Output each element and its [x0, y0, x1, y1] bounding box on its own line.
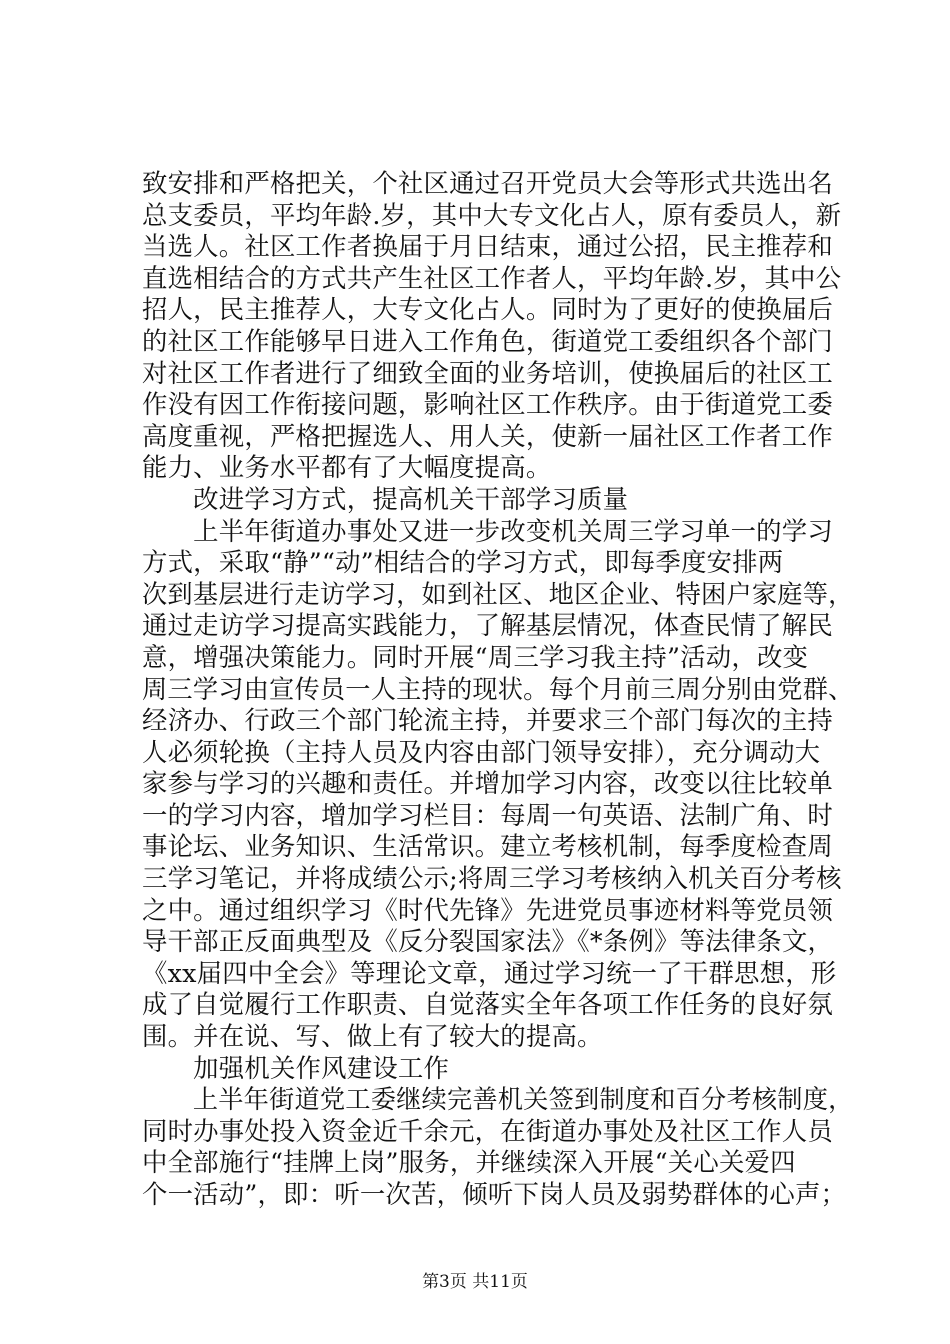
text-line: 作没有因工作衔接问题，影响社区工作秩序。由于街道党工委 — [142, 389, 833, 420]
text-line: 导干部正反面典型及《反分裂国家法》《*条例》等法律条文， — [142, 926, 834, 957]
text-line: 《xx届四中全会》等理论文章，通过学习统一了干群思想，形 — [142, 957, 837, 988]
text-line: 通过走访学习提高实践能力，了解基层情况，体查民情了解民 — [142, 610, 833, 641]
text-line: 人必须轮换（主持人员及内容由部门领导安排），充分调动大 — [142, 736, 821, 767]
text-line: 次到基层进行走访学习，如到社区、地区企业、特困户家庭等， — [142, 578, 854, 609]
page-footer: 第3页 共11页 — [422, 1272, 528, 1292]
document-body — [142, 168, 852, 1211]
text-line: 围。并在说、写、做上有了较大的提高。 — [142, 1021, 603, 1052]
text-line: 家参与学习的兴趣和责任。并增加学习内容，改变以往比较单 — [142, 768, 833, 799]
text-line: 能力、业务水平都有了大幅度提高。 — [142, 452, 552, 483]
text-line: 成了自觉履行工作职责、自觉落实全年各项工作任务的良好氛 — [142, 989, 833, 1020]
text-line: 之中。通过组织学习《时代先锋》先进党员事迹材料等党员领 — [142, 894, 833, 925]
text-line: 经济办、行政三个部门轮流主持，并要求三个部门每次的主持 — [142, 705, 833, 736]
text-line: 总支委员，平均年龄.岁，其中大专文化占人，原有委员人，新 — [142, 199, 842, 230]
text-line: 对社区工作者进行了细致全面的业务培训，使换届后的社区工 — [142, 357, 833, 388]
text-line: 招人，民主推荐人，大专文化占人。同时为了更好的使换届后 — [142, 294, 833, 325]
text-line: 三学习笔记，并将成绩公示;将周三学习考核纳入机关百分考核 — [142, 863, 842, 894]
text-line: 意，增强决策能力。同时开展“周三学习我主持”活动，改变 — [142, 641, 809, 672]
text-line: 事论坛、业务知识、生活常识。建立考核机制，每季度检查周 — [142, 831, 833, 862]
text-line: 加强机关作风建设工作 — [142, 1052, 450, 1083]
text-line: 个一活动”，即：听一次苦，倾听下岗人员及弱势群体的心声； — [142, 1179, 847, 1209]
text-line: 改进学习方式，提高机关干部学习质量 — [142, 483, 629, 514]
text-line: 方式，采取“静”“动”相结合的学习方式，即每季度安排两 — [142, 547, 784, 578]
text-line: 致安排和严格把关，个社区通过召开党员大会等形式共选出名 — [142, 168, 833, 198]
text-line: 一的学习内容，增加学习栏目：每周一句英语、法制广角、时 — [142, 799, 833, 830]
text-line: 周三学习由宣传员一人主持的现状。每个月前三周分别由党群、 — [142, 673, 854, 704]
text-line: 中全部施行“挂牌上岗”服务，并继续深入开展“关心关爱四 — [142, 1147, 796, 1178]
text-line: 同时办事处投入资金近千余元，在街道办事处及社区工作人员 — [142, 1115, 833, 1146]
text-line: 的社区工作能够早日进入工作角色，街道党工委组织各个部门 — [142, 325, 833, 356]
text-line: 直选相结合的方式共产生社区工作者人，平均年龄.岁，其中公 — [142, 262, 842, 293]
text-line: 上半年街道办事处又进一步改变机关周三学习单一的学习 — [142, 515, 833, 546]
text-line: 当选人。社区工作者换届于月日结束，通过公招，民主推荐和 — [142, 231, 833, 262]
text-line: 高度重视，严格把握选人、用人关，使新一届社区工作者工作 — [142, 420, 833, 451]
text-line: 上半年街道党工委继续完善机关签到制度和百分考核制度， — [142, 1084, 854, 1115]
